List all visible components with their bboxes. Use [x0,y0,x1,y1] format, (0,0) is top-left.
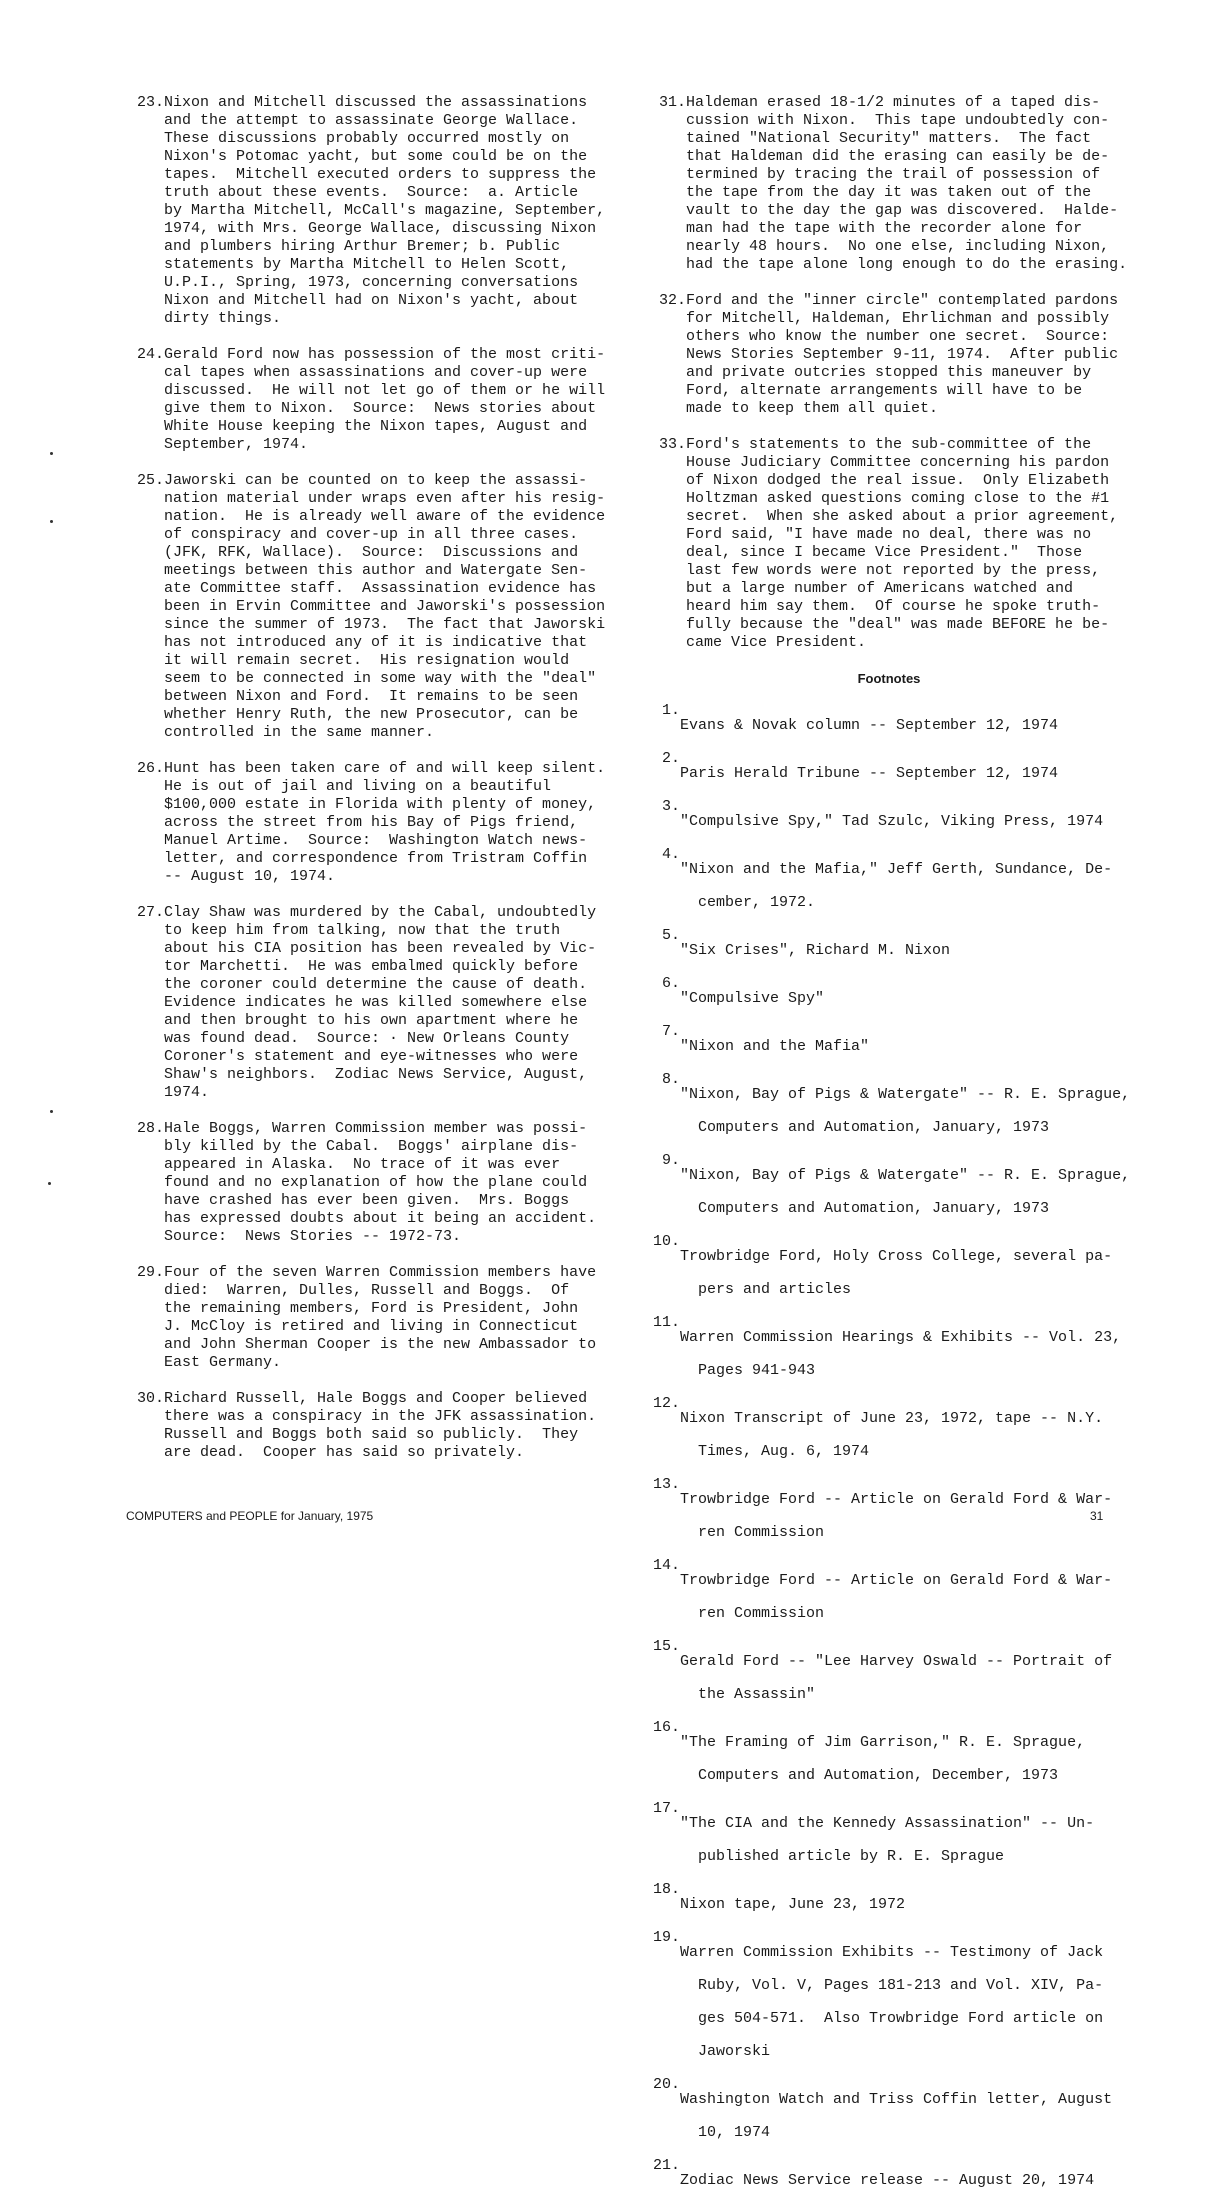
text-line: ren Commission [680,1605,825,1622]
item-text [686,94,1132,274]
text-line: "The Framing of Jim Garrison," R. E. Sprague, [680,1734,1086,1751]
text-line: others who know the number one secret. Source: [686,328,1110,345]
text-line: J. McCloy is retired and living in Connecticut [164,1318,579,1335]
text-line: Gerald Ford now has possession of the most criti- [164,346,606,363]
text-line: Evidence indicates he was killed somewhere else [164,994,588,1011]
item-text [164,760,605,886]
text-line: ate Committee staff. Assassination evidence has [164,580,597,597]
left-column [124,94,604,1480]
footnote-text [680,1314,1132,1395]
text-line: ren Commission [680,1524,825,1541]
text-line: published article by R. E. Sprague [680,1848,1005,1865]
text-line: "Nixon and the Mafia" [680,1038,870,1055]
text-line: for Mitchell, Haldeman, Ehrlichman and possibly [686,310,1110,327]
text-line: cussion with Nixon. This tape undoubtedly con- [686,112,1110,129]
text-line: and John Sherman Cooper is the new Ambassador to [164,1336,597,1353]
footnote-item [646,1071,1132,1152]
text-line: Ford said, "I have made no deal, there was no [686,526,1092,543]
footnote-item [646,2076,1132,2157]
text-line: last few words were not reported by the press, [686,562,1101,579]
text-line: Russell and Boggs both said so publicly. They [164,1426,579,1443]
numbered-item [124,1390,604,1462]
text-line: been in Ervin Committee and Jaworski's possession [164,598,606,615]
text-line: but a large number of Americans watched and [686,580,1074,597]
text-line: termined by tracing the trail of possession of [686,166,1101,183]
text-line: tor Marchetti. He was embalmed quickly before [164,958,579,975]
footnote-number: 12. [652,1395,680,1412]
text-line: has not introduced any of it is indicative that [164,634,588,651]
text-line: "Six Crises", Richard M. Nixon [680,942,951,959]
text-line: statements by Martha Mitchell to Helen Scott, [164,256,570,273]
footnote-item [646,798,1132,846]
text-line: had the tape alone long enough to do the erasing. [686,256,1128,273]
footnote-text [680,1395,1132,1476]
footnote-text [680,1800,1132,1881]
footnote-text [680,750,1132,798]
footnote-item [646,1800,1132,1881]
text-line: are dead. Cooper has said so privately. [164,1444,525,1461]
text-line: between Nixon and Ford. It remains to be seen [164,688,579,705]
footnote-item [646,750,1132,798]
text-line: of Nixon dodged the real issue. Only Elizabeth [686,472,1110,489]
footnote-text [680,927,1132,975]
footnote-item [646,1152,1132,1233]
text-line: the tape from the day it was taken out of the [686,184,1092,201]
footnote-text [680,1233,1132,1314]
text-line: September, 1974. [164,436,309,453]
text-line: Warren Commission Exhibits -- Testimony of Jack [680,1944,1104,1961]
text-line: made to keep them all quiet. [686,400,939,417]
footnote-item [646,1233,1132,1314]
text-line: East Germany. [164,1354,282,1371]
text-line: there was a conspiracy in the JFK assassination. [164,1408,597,1425]
footnote-number: 11. [652,1314,680,1331]
footnote-text [680,1557,1132,1638]
text-line: and private outcries stopped this maneuver by [686,364,1092,381]
text-line: 10, 1974 [680,2124,771,2141]
text-line: Coroner's statement and eye-witnesses who were [164,1048,579,1065]
text-line: (JFK, RFK, Wallace). Source: Discussions and [164,544,579,561]
footnote-number: 16. [652,1719,680,1736]
text-line: cal tapes when assassinations and cover-up were [164,364,588,381]
text-line: nation. He is already well aware of the evidence [164,508,606,525]
text-line: and the attempt to assassinate George Wallace. [164,112,579,129]
text-line: Nixon and Mitchell discussed the assassinations [164,94,588,111]
footnote-item [646,1881,1132,1929]
scan-speck [50,452,53,455]
text-line: Trowbridge Ford -- Article on Gerald Ford & War- [680,1572,1113,1589]
text-line: fully because the "deal" was made BEFORE he be- [686,616,1110,633]
numbered-item [646,436,1132,652]
text-line: and plumbers hiring Arthur Bremer; b. Public [164,238,561,255]
item-number: 23. [136,94,164,111]
text-line: meetings between this author and Watergate Sen- [164,562,588,579]
text-line: the coroner could determine the cause of death. [164,976,588,993]
footnote-text [680,975,1132,1023]
text-line: whether Henry Ruth, the new Prosecutor, can be [164,706,579,723]
text-line: U.P.I., Spring, 1973, concerning conversations [164,274,579,291]
footnote-number: 4. [661,846,680,863]
footnote-text [680,1071,1132,1152]
text-line: Manuel Artime. Source: Washington Watch news- [164,832,588,849]
text-line: "Compulsive Spy" [680,990,825,1007]
text-line: "Compulsive Spy," Tad Szulc, Viking Press, 1974 [680,813,1104,830]
footnote-text [680,798,1132,846]
text-line: pers and articles [680,1281,852,1298]
text-line: since the summer of 1973. The fact that Jaworski [164,616,606,633]
footnote-text [680,1023,1132,1071]
item-text [164,1264,604,1372]
item-text [164,1390,604,1462]
item-number: 32. [658,292,686,309]
text-line: Trowbridge Ford -- Article on Gerald Ford & War- [680,1491,1113,1508]
footnote-number: 6. [661,975,680,992]
text-line: Ruby, Vol. V, Pages 181-213 and Vol. XIV, Pa- [680,1977,1104,1994]
text-line: Holtzman asked questions coming close to the #1 [686,490,1110,507]
text-line: came Vice President. [686,634,867,651]
text-line: "The CIA and the Kennedy Assassination" -- Un- [680,1815,1095,1832]
text-line: Times, Aug. 6, 1974 [680,1443,870,1460]
footnote-item [646,2157,1132,2205]
text-line: Jaworski can be counted on to keep the assassi- [164,472,588,489]
text-line: Nixon's Potomac yacht, but some could be on the [164,148,588,165]
numbered-item [646,94,1132,274]
footnote-text [680,1719,1132,1800]
text-line: Computers and Automation, January, 1973 [680,1200,1050,1217]
footnote-number: 9. [661,1152,680,1169]
footnote-text [680,1152,1132,1233]
footnote-text [680,2076,1132,2157]
footnote-item [646,702,1132,750]
numbered-item [124,1120,604,1246]
text-line: man had the tape with the recorder alone for [686,220,1083,237]
scan-speck [50,520,53,523]
text-line: vault to the day the gap was discovered. Halde- [686,202,1119,219]
text-line: across the street from his Bay of Pigs friend, [164,814,579,831]
item-number: 26. [136,760,164,777]
numbered-item [646,292,1132,418]
footnote-text [680,846,1132,927]
footnote-number: 14. [652,1557,680,1574]
text-line: News Stories September 9-11, 1974. After public [686,346,1119,363]
text-line: Paris Herald Tribune -- September 12, 1974 [680,765,1059,782]
footnote-number: 2. [661,750,680,767]
numbered-item [124,904,604,1102]
footnote-number: 21. [652,2157,680,2174]
text-line: controlled in the same manner. [164,724,435,741]
footnote-number: 13. [652,1476,680,1493]
footnote-text [680,1638,1132,1719]
text-line: Pages 941-943 [680,1362,816,1379]
text-line: was found dead. Source: · New Orleans County [164,1030,570,1047]
text-line: died: Warren, Dulles, Russell and Boggs. Of [164,1282,570,1299]
numbered-item [124,94,604,328]
numbered-item [124,346,604,454]
text-line: deal, since I became Vice President." Those [686,544,1083,561]
text-line: the Assassin" [680,1686,816,1703]
text-line: have crashed has ever been given. Mrs. Boggs [164,1192,570,1209]
item-number: 30. [136,1390,164,1407]
item-number: 31. [658,94,686,111]
text-line: tapes. Mitchell executed orders to suppress the [164,166,597,183]
footnote-number: 17. [652,1800,680,1817]
text-line: seem to be connected in some way with the "deal" [164,670,597,687]
item-number: 27. [136,904,164,921]
footnotes-list [646,702,1132,2205]
text-line: Computers and Automation, January, 1973 [680,1119,1050,1136]
text-line: House Judiciary Committee concerning his pardon [686,454,1110,471]
text-line: "Nixon and the Mafia," Jeff Gerth, Sundance, De- [680,861,1113,878]
footnote-number: 20. [652,2076,680,2093]
text-line: appeared in Alaska. No trace of it was ever [164,1156,561,1173]
item-number: 28. [136,1120,164,1137]
footnote-text [680,702,1132,750]
footnote-item [646,1929,1132,2076]
text-line: $100,000 estate in Florida with plenty of money, [164,796,597,813]
text-line: Nixon Transcript of June 23, 1972, tape -- N.Y. [680,1410,1104,1427]
text-line: to keep him from talking, now that the truth [164,922,561,939]
text-line: about his CIA position has been revealed by Vic- [164,940,597,957]
text-line: Zodiac News Service release -- August 20, 1974 [680,2172,1095,2189]
text-line: has expressed doubts about it being an accident. [164,1210,597,1227]
item-number: 24. [136,346,164,363]
text-line: tained "National Security" matters. The fact [686,130,1092,147]
footnote-text [680,1476,1132,1557]
text-line: Evans & Novak column -- September 12, 1974 [680,717,1059,734]
text-line: 1974. [164,1084,210,1101]
text-line: heard him say them. Of course he spoke truth- [686,598,1101,615]
text-line: He is out of jail and living on a beautiful [164,778,552,795]
text-line: by Martha Mitchell, McCall's magazine, September, [164,202,606,219]
numbered-item [124,1264,604,1372]
text-line: "Nixon, Bay of Pigs & Watergate" -- R. E. Sprague, [680,1167,1131,1184]
footnote-item [646,1719,1132,1800]
footnote-number: 1. [661,702,680,719]
item-text [164,904,604,1102]
text-line: -- August 10, 1974. [164,868,336,885]
item-number: 29. [136,1264,164,1281]
text-line: Ford's statements to the sub-committee of the [686,436,1092,453]
text-line: Computers and Automation, December, 1973 [680,1767,1059,1784]
text-line: give them to Nixon. Source: News stories about [164,400,597,417]
footer-page-number: 31 [1090,1509,1104,1523]
footnote-item [646,846,1132,927]
right-column [646,94,1132,2205]
text-line: Hale Boggs, Warren Commission member was possi- [164,1120,588,1137]
text-line: Jaworski [680,2043,771,2060]
text-line: dirty things. [164,310,282,327]
footnotes-heading: Footnotes [857,671,921,686]
item-text [164,472,605,742]
text-line: Ford, alternate arrangements will have to be [686,382,1083,399]
text-line: of conspiracy and cover-up in all three cases. [164,526,579,543]
scan-speck [48,1182,51,1185]
footnote-item [646,1314,1132,1395]
footnote-number: 10. [652,1233,680,1250]
footnote-item [646,927,1132,975]
text-line: 1974, with Mrs. George Wallace, discussing Nixon [164,220,597,237]
text-line: "Nixon, Bay of Pigs & Watergate" -- R. E. Sprague, [680,1086,1131,1103]
item-text [164,346,605,454]
item-number: 25. [136,472,164,489]
item-text [164,1120,604,1246]
text-line: truth about these events. Source: a. Article [164,184,579,201]
footnote-number: 3. [661,798,680,815]
text-line: bly killed by the Cabal. Boggs' airplane dis- [164,1138,579,1155]
footer-publication: COMPUTERS and PEOPLE for January, 1975 [126,1509,374,1523]
footnote-text [680,2157,1132,2205]
item-text [686,436,1132,652]
text-line: secret. When she asked about a prior agreement, [686,508,1119,525]
scan-speck [50,1110,53,1113]
text-line: Gerald Ford -- "Lee Harvey Oswald -- Portrait of [680,1653,1113,1670]
footnote-number: 15. [652,1638,680,1655]
footnote-item [646,1557,1132,1638]
footnote-item [646,975,1132,1023]
text-line: Shaw's neighbors. Zodiac News Service, August, [164,1066,588,1083]
footnote-text [680,1929,1132,2076]
text-line: it will remain secret. His resignation would [164,652,570,669]
footnote-number: 19. [652,1929,680,1946]
text-line: Haldeman erased 18-1/2 minutes of a taped dis- [686,94,1101,111]
footnote-item [646,1395,1132,1476]
text-line: Four of the seven Warren Commission members have [164,1264,597,1281]
footnote-number: 8. [661,1071,680,1088]
numbered-item [124,760,604,886]
text-line: White House keeping the Nixon tapes, August and [164,418,588,435]
footnote-number: 5. [661,927,680,944]
text-line: ges 504-571. Also Trowbridge Ford article on [680,2010,1104,2027]
text-line: Clay Shaw was murdered by the Cabal, undoubtedly [164,904,597,921]
item-number: 33. [658,436,686,453]
text-line: letter, and correspondence from Tristram Coffin [164,850,588,867]
text-line: found and no explanation of how the plane could [164,1174,588,1191]
footnote-number: 7. [661,1023,680,1040]
text-line: the remaining members, Ford is President, John [164,1300,579,1317]
footnote-text [680,1881,1132,1929]
numbered-item [124,472,604,742]
text-line: Nixon and Mitchell had on Nixon's yacht, about [164,292,579,309]
item-text [686,292,1132,418]
text-line: and then brought to his own apartment where he [164,1012,579,1029]
text-line: Richard Russell, Hale Boggs and Cooper believed [164,1390,588,1407]
text-line: Ford and the "inner circle" contemplated pardons [686,292,1119,309]
text-line: Warren Commission Hearings & Exhibits -- Vol. 23, [680,1329,1122,1346]
footnote-number: 18. [652,1881,680,1898]
text-line: cember, 1972. [680,894,816,911]
text-line: Nixon tape, June 23, 1972 [680,1896,906,1913]
text-line: Trowbridge Ford, Holy Cross College, several pa- [680,1248,1113,1265]
text-line: Washington Watch and Triss Coffin letter, August [680,2091,1113,2108]
footnote-item [646,1638,1132,1719]
text-line: nation material under wraps even after his resig- [164,490,606,507]
text-line: Source: News Stories -- 1972-73. [164,1228,462,1245]
footnote-item [646,1023,1132,1071]
text-line: discussed. He will not let go of them or he will [164,382,606,399]
text-line: nearly 48 hours. No one else, including Nixon, [686,238,1110,255]
text-line: These discussions probably occurred mostly on [164,130,570,147]
item-text [164,94,605,328]
footnote-item [646,1476,1132,1557]
text-line: that Haldeman did the erasing can easily be de- [686,148,1110,165]
text-line: Hunt has been taken care of and will keep silent. [164,760,606,777]
